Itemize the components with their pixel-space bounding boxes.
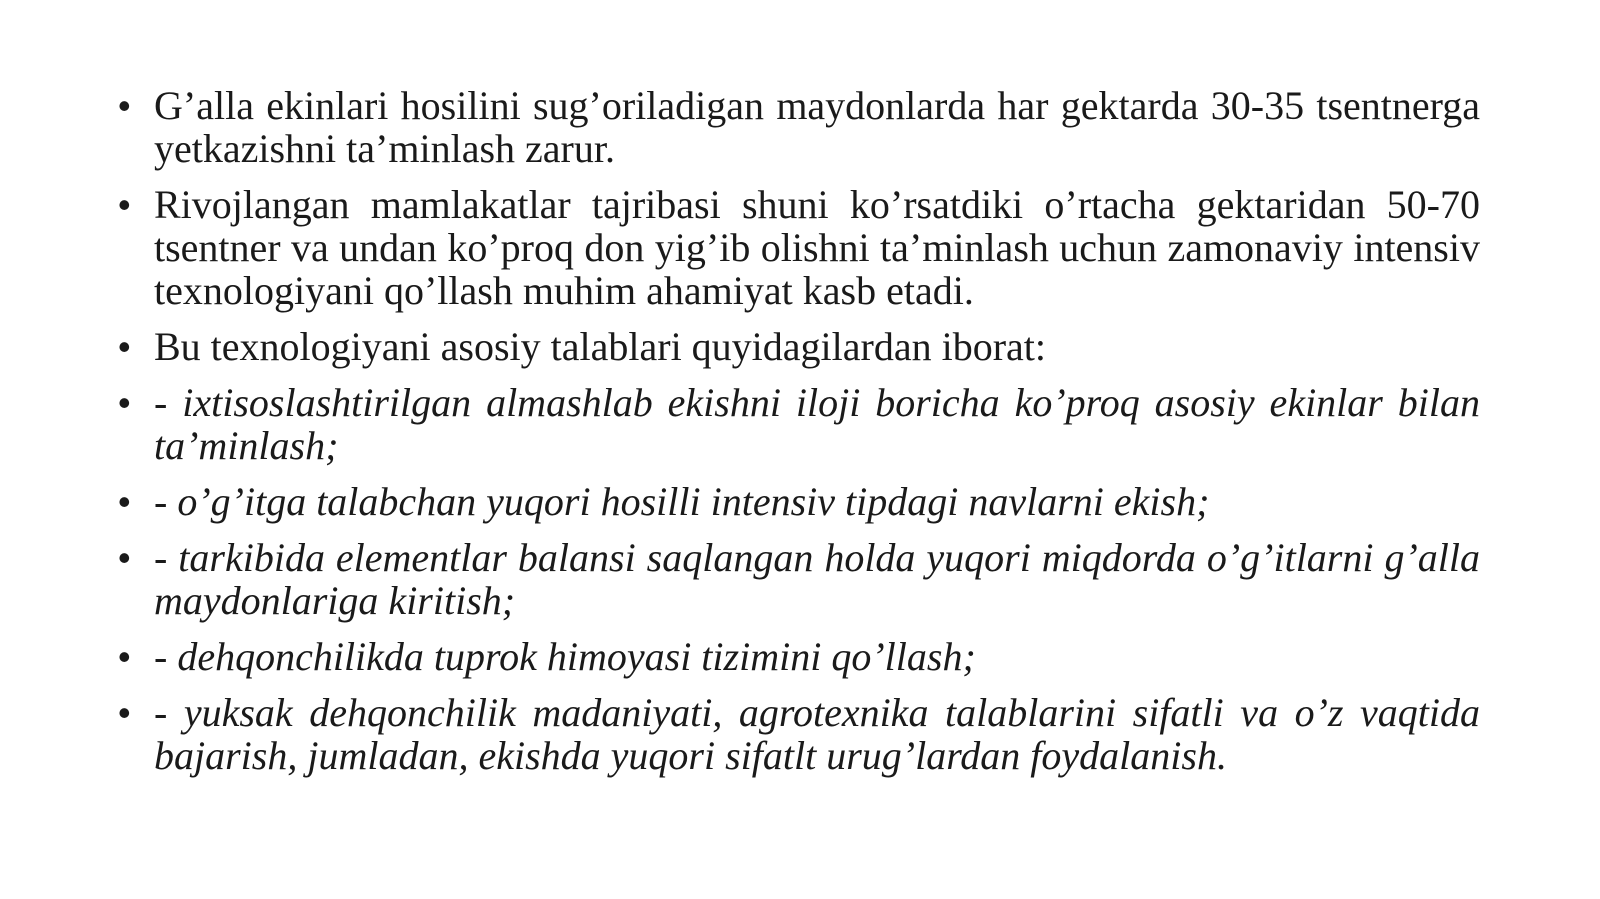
bullet-text: G’alla ekinlari hosilini sug’oriladigan maydonlarda har gektarda 30-35 tsentnerga yetkazishni ta’minlash zarur. bbox=[154, 83, 1480, 171]
bullet-text: Rivojlangan mamlakatlar tajribasi shuni ko’rsatdiki o’rtacha gektaridan 50-70 tsentner va undan ko’proq don yig’ib olishni ta’minlash uchun zamonaviy intensiv texnologiyani qo’llash muhim ahamiyat kasb etadi. bbox=[154, 182, 1480, 313]
bullet-list bbox=[118, 84, 1480, 790]
bullet-icon: • bbox=[118, 636, 131, 677]
bullet-icon: • bbox=[118, 382, 131, 423]
bullet-text: - tarkibida elementlar balansi saqlangan holda yuqori miqdorda o’g’itlarni g’alla maydonlariga kiritish; bbox=[154, 535, 1480, 623]
bullet-text: - yuksak dehqonchilik madaniyati, agrotexnika talablarini sifatli va o’z vaqtida bajarish, jumladan, ekishda yuqori sifatlt urug’lardan foydalanish. bbox=[154, 690, 1480, 778]
bullet-icon: • bbox=[118, 537, 131, 578]
bullet-item-crop-rotation bbox=[118, 381, 1480, 467]
bullet-text: - ixtisoslashtirilgan almashlab ekishni iloji boricha ko’proq asosiy ekinlar bilan ta’minlash; bbox=[154, 380, 1480, 468]
bullet-item-yield-target bbox=[118, 84, 1480, 170]
bullet-icon: • bbox=[118, 184, 131, 225]
bullet-text: Bu texnologiyani asosiy talablari quyidagilardan iborat: bbox=[154, 324, 1047, 369]
bullet-icon: • bbox=[118, 481, 131, 522]
bullet-icon: • bbox=[118, 692, 131, 733]
bullet-icon: • bbox=[118, 326, 131, 367]
bullet-text: - dehqonchilikda tuprok himoyasi tizimini qo’llash; bbox=[154, 634, 976, 679]
bullet-icon: • bbox=[118, 85, 131, 126]
bullet-item-fertilizers bbox=[118, 536, 1480, 622]
bullet-text: - o’g’itga talabchan yuqori hosilli intensiv tipdagi navlarni ekish; bbox=[154, 479, 1210, 524]
bullet-item-varieties bbox=[118, 480, 1480, 523]
bullet-item-requirements-intro bbox=[118, 325, 1480, 368]
bullet-item-soil-protection bbox=[118, 635, 1480, 678]
bullet-item-developed-countries bbox=[118, 183, 1480, 312]
bullet-item-agrotechnics bbox=[118, 691, 1480, 777]
